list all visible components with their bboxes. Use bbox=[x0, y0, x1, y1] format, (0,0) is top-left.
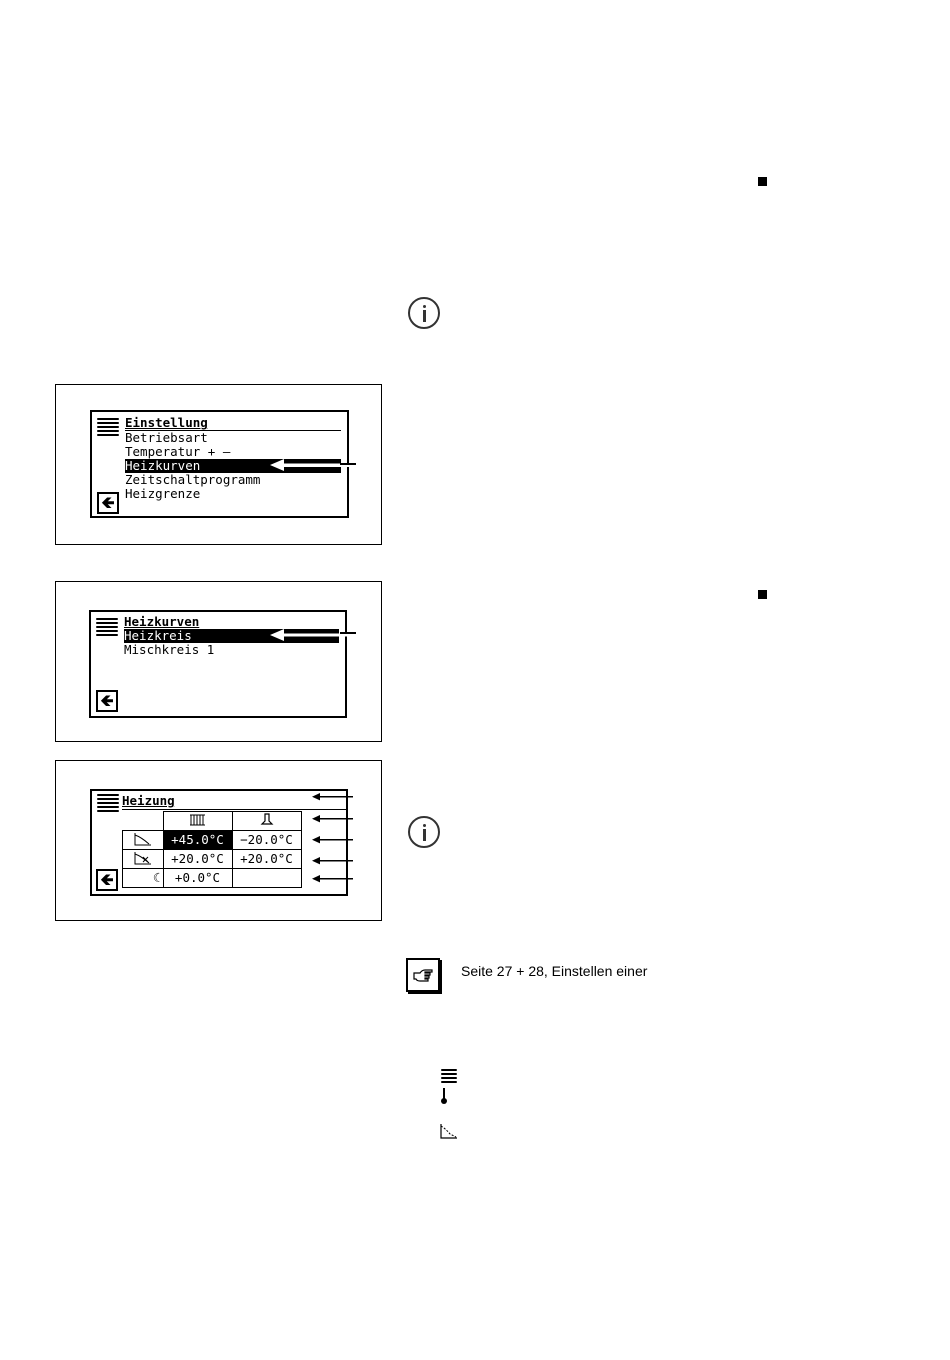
value-cell[interactable]: +0.0°C bbox=[163, 869, 232, 888]
figure-einstellung bbox=[55, 384, 382, 545]
value-cell[interactable]: +45.0°C bbox=[163, 831, 232, 850]
table-row bbox=[123, 831, 302, 850]
menu-item-zeitschaltprogramm[interactable]: Zeitschaltprogramm bbox=[125, 472, 261, 487]
outdoor-thermometer-icon bbox=[232, 812, 301, 831]
menu-lines-icon bbox=[97, 794, 119, 814]
night-setback-icon: ☾ bbox=[123, 869, 164, 888]
back-button[interactable] bbox=[96, 690, 118, 712]
callout-line bbox=[340, 632, 356, 634]
radiator-icon bbox=[163, 812, 232, 831]
value-cell[interactable]: +20.0°C bbox=[232, 850, 301, 869]
back-arrow-icon: 🡸 bbox=[100, 691, 114, 710]
menu-item-heizkurven[interactable]: Heizkurven bbox=[125, 459, 341, 473]
menu-lines-icon bbox=[96, 618, 118, 638]
callout-arrows bbox=[306, 787, 356, 887]
value-cell[interactable] bbox=[232, 869, 301, 888]
heating-curve-end-icon bbox=[123, 850, 164, 869]
screen-title: Heizung bbox=[122, 793, 175, 808]
menu-item-heizkreis[interactable]: Heizkreis bbox=[124, 629, 339, 643]
screen-title: Einstellung bbox=[125, 415, 208, 430]
callout-arrow bbox=[268, 457, 358, 473]
back-button[interactable] bbox=[97, 492, 119, 514]
callout-arrow bbox=[268, 627, 358, 643]
menu-item-heizgrenze[interactable]: Heizgrenze bbox=[125, 486, 201, 501]
back-button[interactable] bbox=[96, 869, 118, 891]
info-icon bbox=[408, 816, 440, 848]
menu-lines-icon bbox=[441, 1069, 457, 1085]
menu-item-mischkreis-1[interactable]: Mischkreis 1 bbox=[124, 642, 215, 657]
screen-title: Heizkurven bbox=[124, 614, 200, 629]
menu-item-temperatur[interactable]: Temperatur + – bbox=[125, 444, 231, 459]
value-cell[interactable]: +20.0°C bbox=[163, 850, 232, 869]
section-end-marker bbox=[758, 177, 767, 186]
heating-values-table bbox=[122, 811, 302, 888]
figure-heizkurven bbox=[55, 581, 382, 742]
heating-curve-icon bbox=[123, 831, 164, 850]
table-row bbox=[123, 850, 302, 869]
callout-line bbox=[340, 463, 356, 465]
pointing-hand-icon bbox=[406, 958, 440, 992]
menu-lines-icon bbox=[97, 418, 119, 438]
back-arrow-icon: 🡸 bbox=[101, 493, 115, 512]
table-row bbox=[123, 869, 302, 888]
info-icon bbox=[408, 297, 440, 329]
section-end-marker bbox=[758, 590, 767, 599]
heating-curve-icon bbox=[440, 1123, 458, 1139]
value-cell[interactable]: −20.0°C bbox=[232, 831, 301, 850]
reference-text: Seite 27 + 28, Einstellen einer bbox=[461, 963, 648, 979]
menu-item-betriebsart[interactable]: Betriebsart bbox=[125, 430, 208, 445]
back-arrow-icon: 🡸 bbox=[100, 870, 114, 889]
thermometer-icon bbox=[440, 1088, 448, 1104]
figure-heizung bbox=[55, 760, 382, 921]
